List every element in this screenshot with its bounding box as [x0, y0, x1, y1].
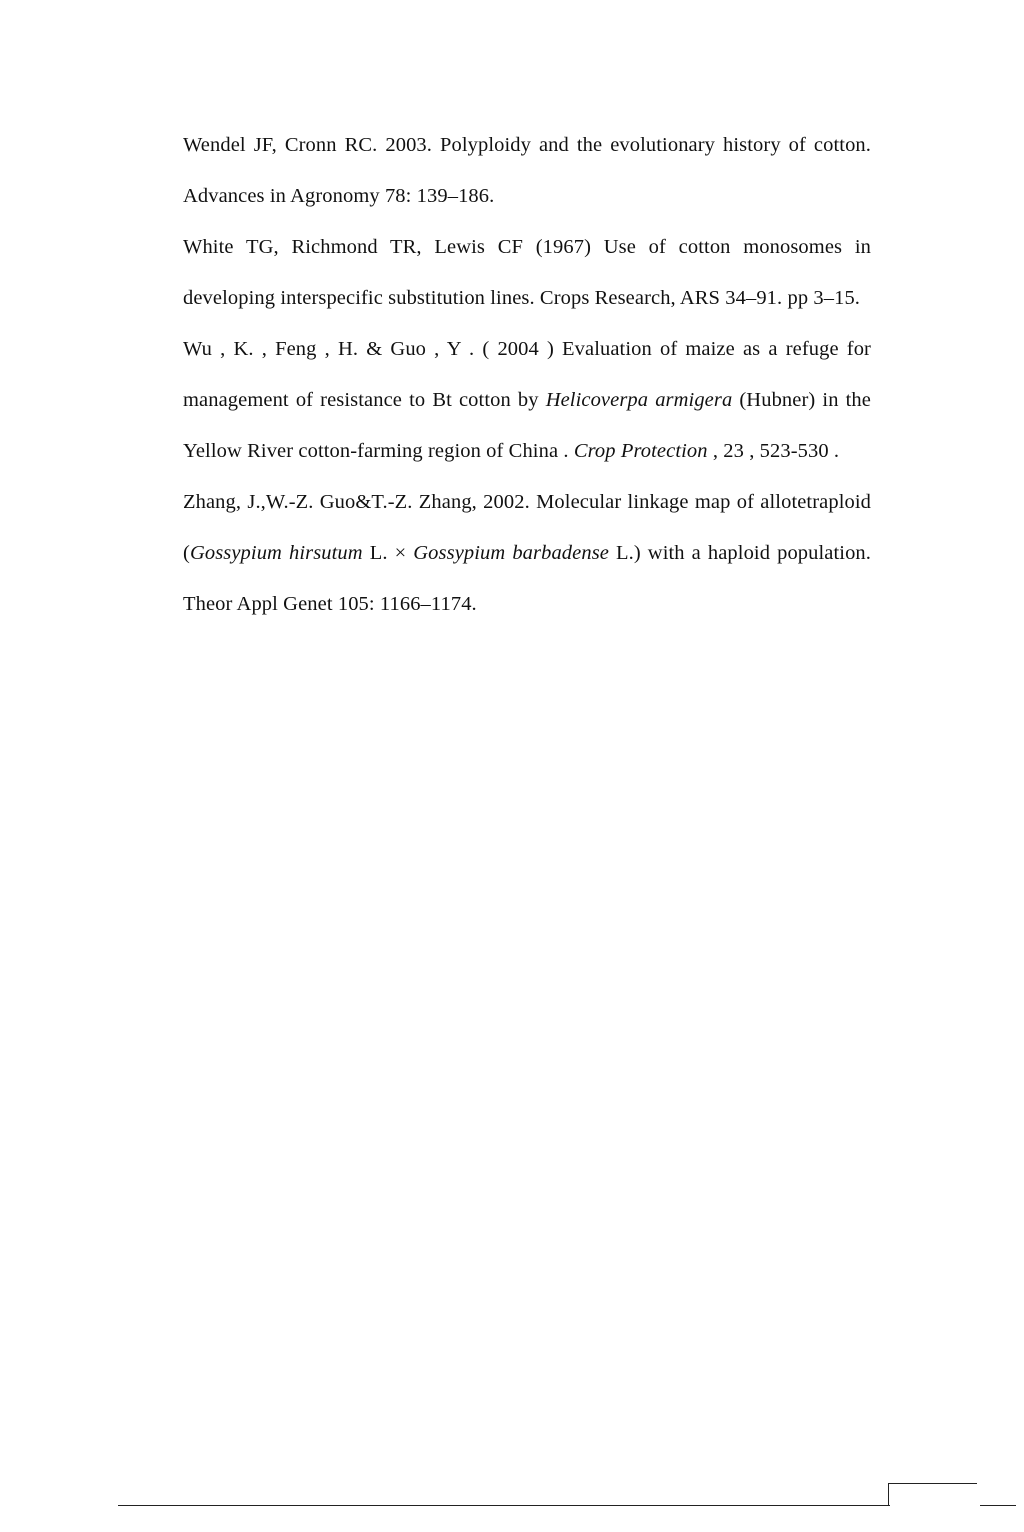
- footer-rule: [118, 1505, 890, 1506]
- reference-text: L.) with a haploid population. Theor Appl Genet 105: 1166–1174.: [183, 542, 872, 615]
- species-name: Gossypium barbadense: [413, 542, 609, 564]
- reference-zhang: [183, 477, 871, 630]
- species-name: Helicoverpa armigera: [545, 389, 733, 411]
- reference-text: Zhang, J.,W.-Z. Guo&T.-Z. Zhang, 2002. Molecular linkage map of allotetraploid (: [183, 491, 871, 564]
- reference-text: Wendel JF, Cronn RC. 2003. Polyploidy and the evolutionary history of cotton. Advances in Agronomy 78: 139–186.: [183, 134, 871, 207]
- reference-wendel: [183, 120, 871, 222]
- footer-rule-right: [980, 1505, 1016, 1506]
- reference-text: Wu , K. , Feng , H. & Guo , Y . ( 2004 ) Evaluation of maize as a refuge for management of resistance to Bt cotton by: [183, 338, 871, 411]
- reference-text: L. ×: [362, 542, 414, 564]
- reference-text: (Hubner) in the Yellow River cotton-farming region of China .: [183, 389, 871, 462]
- reference-white: [183, 222, 871, 324]
- reference-text: , 23 , 523-530 .: [707, 440, 840, 462]
- journal-name: Crop Protection: [573, 440, 708, 462]
- reference-text: White TG, Richmond TR, Lewis CF (1967) Use of cotton monosomes in developing interspecific substitution lines. Crops Research, ARS 34–91. pp 3–15.: [183, 236, 871, 309]
- footer-bracket: [888, 1483, 977, 1506]
- reference-wu: [183, 324, 871, 477]
- reference-list: [183, 120, 871, 630]
- species-name: Gossypium hirsutum: [189, 542, 363, 564]
